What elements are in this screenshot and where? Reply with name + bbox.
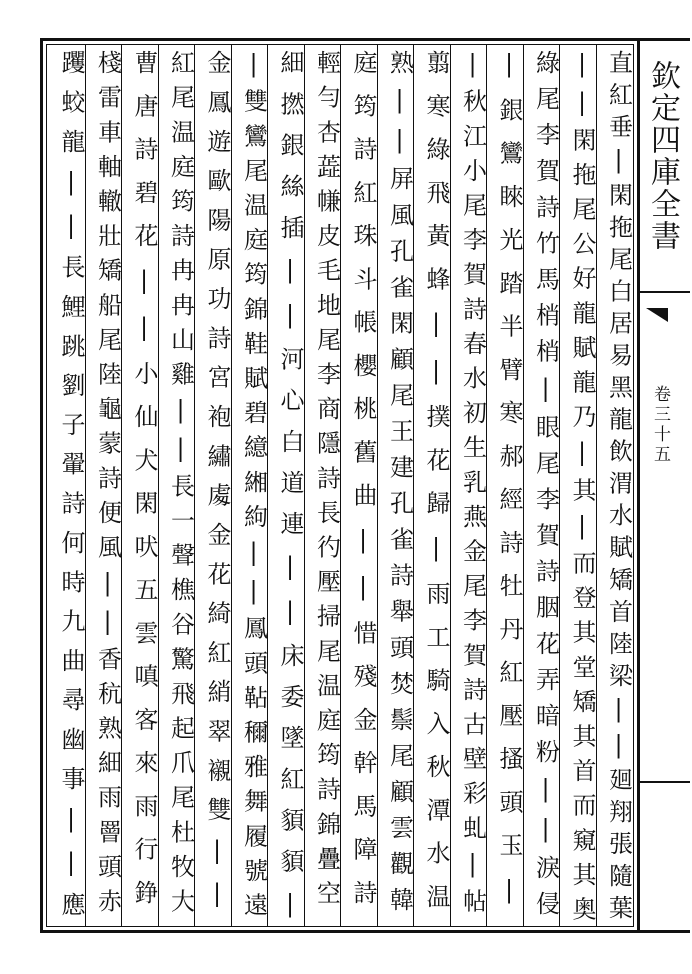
column-text: 躩蛟龍||長鯉跳劉子翬詩何時九曲尋幽事||應 [57,50,85,932]
column-text: 棧雷車軸轍壯矯船尾陸龜蒙詩便風||香秔熟細雨罾頭赤 [93,50,122,923]
margin-rule-lower [640,781,690,783]
column-text: ||閑拖尾公好龍賦龍乃|其|而登其堂矯其首而窺其奥 [568,50,596,931]
column-divider [486,44,487,927]
column-text: 熟||屏風孔雀閑顧尾王建孔雀詩舉頭焚鬃尾顧雲觀韓 [385,50,414,923]
column-text: 細撚銀絲插||河心白道連||床委墜紅䫉䫉| [276,50,304,935]
column-divider [596,44,597,927]
column-text: 庭筠詩紅珠斗帳櫻桃舊曲||惜殘金幹馬障詩 [349,50,377,923]
column-text: 金鳳遊歐陽原功詩宮袍繡䖏金花綺紅綃翠襯雙|| [203,50,231,924]
column-divider [267,44,268,927]
column-divider [377,44,378,927]
column-divider [413,44,414,927]
column-divider [231,44,232,927]
column-divider [523,44,524,927]
column-divider [340,44,341,927]
column-text: 輕勻杏蕋㡘皮毛地尾李商隱詩長彴壓掃尾温庭筠詩錦疊空 [312,50,341,915]
column-text: 紅尾温庭筠詩冉冉山雞||長一聲樵谷驚飛起爪尾杜牧大 [166,50,195,923]
column-divider [121,44,122,927]
column-text: |秋江小尾李賀詩春水初生乳燕金尾李賀詩古壁彩虬|帖 [458,50,487,923]
column-text: 曹唐詩碧花||小仙犬閑吠五雲嗔客來雨行錚 [130,50,158,923]
text-column [48,50,85,932]
column-text: |銀鸞睞光踏半臂寒郝經詩牡丹紅壓搔頭玉| [495,50,523,923]
fishtail-mark [646,308,668,322]
margin-rule-bottom [640,930,690,933]
column-divider [194,44,195,927]
column-text: |雙鸞尾温庭筠錦鞋賦碧繶緗絇||鳳頭䩞穪雅舞履號遠 [239,50,268,927]
column-text: 翦寒綠飛黃蜂||撲花歸|雨工騎入秋潭水温 [422,50,450,927]
column-text: 綠尾李賀詩竹馬梢梢|眼尾李賀詩胭花弄暗粉||淚侵 [531,50,560,927]
column-text: 直紅垂|閑拖尾白居易黑龍飲渭水賦矯首陸梁||廻翔張隨葉 [604,50,633,928]
column-divider [158,44,159,927]
juan-page-number: 卷三十五 [650,385,670,465]
column-divider [559,44,560,927]
margin-rule-upper [640,291,690,293]
margin-rule-top [640,38,690,41]
column-divider [450,44,451,927]
column-divider [304,44,305,927]
book-title: 欽定四庫全書 [645,60,680,252]
column-divider [85,44,86,927]
